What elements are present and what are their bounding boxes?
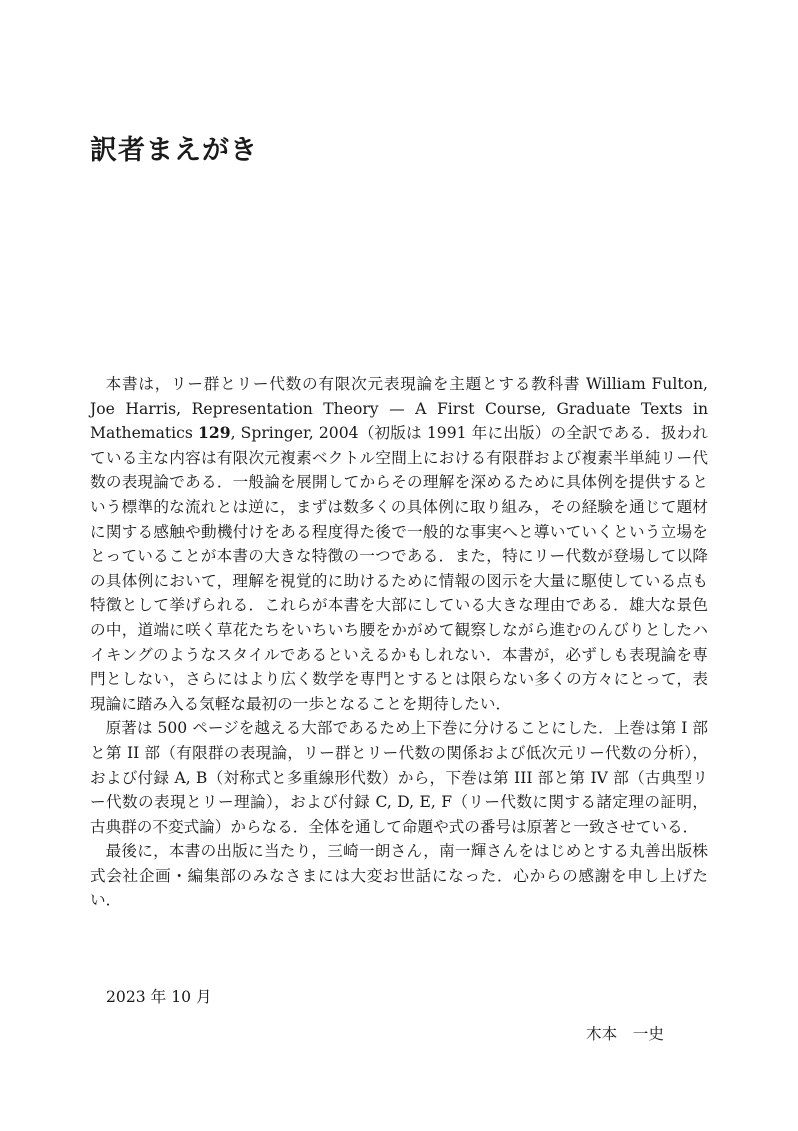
page-title: 訳者まえがき <box>90 135 258 166</box>
preface-body <box>90 372 708 913</box>
series-volume-number: 129 <box>198 423 231 443</box>
paragraph-intro <box>90 372 708 716</box>
paragraph-intro-text-b: , Springer, 2004（初版は 1991 年に出版）の全訳である．扱われている主な内容は有限次元複素ベクトル空間上における有限群および複素半単純リー代数の表現論である．一般論を展開してからその理解を深めるために具体例を提供するという標準的な流れとは逆に，まずは数多くの具体例に取り組み，その経験を通じて題材に関する感触や動機付けをある程度得た後で一般的な事実へと導いていくという立場をとっていることが本書の大きな特徴の一つである．また，特にリー代数が登場して以降の具体例において，理解を視覚的に助けるために情報の図示を大量に駆使している点も特徴として挙げられる．これらが本書を大部にしている大きな理由である．雄大な景色の中，道端に咲く草花たちをいちいち腰をかがめて観察しながら進むのんびりとしたハイキングのようなスタイルであるといえるかもしれない．本書が，必ずしも表現論を専門としない，さらにはより広く数学を専門とするとは限らない多くの方々にとって，表現論に踏み入る気軽な最初の一歩となることを期待したい． <box>90 424 708 713</box>
paragraph-intro-text-a: 本書は，リー群とリー代数の有限次元表現論を主題とする教科書 William Fulton, Joe Harris, Representation Theory — A First Course, Graduate Texts in Mathematics <box>90 375 708 443</box>
paragraph-structure: 原著は 500 ページを越える大部であるため上下巻に分けることにした．上巻は第 I 部と第 II 部（有限群の表現論，リー群とリー代数の関係および低次元リー代数の分析），および付録 A, B（対称式と多重線形代数）から，下巻は第 III 部と第 IV 部（古典型リー代数の表現とリー理論），および付録 C, D, E, F（リー代数に関する諸定理の証明，古典群の不変式論）からなる．全体を通して命題や式の番号は原著と一致させている． <box>90 719 708 836</box>
paragraph-acknowledgements: 最後に，本書の出版に当たり，三崎一朗さん，南一輝さんをはじめとする丸善出版株式会社企画・編集部のみなさまには大変お世話になった．心からの感謝を申し上げたい． <box>90 842 708 910</box>
preface-date: 2023 年 10 月 <box>106 988 212 1006</box>
translator-signature: 木本 一史 <box>586 1025 664 1043</box>
